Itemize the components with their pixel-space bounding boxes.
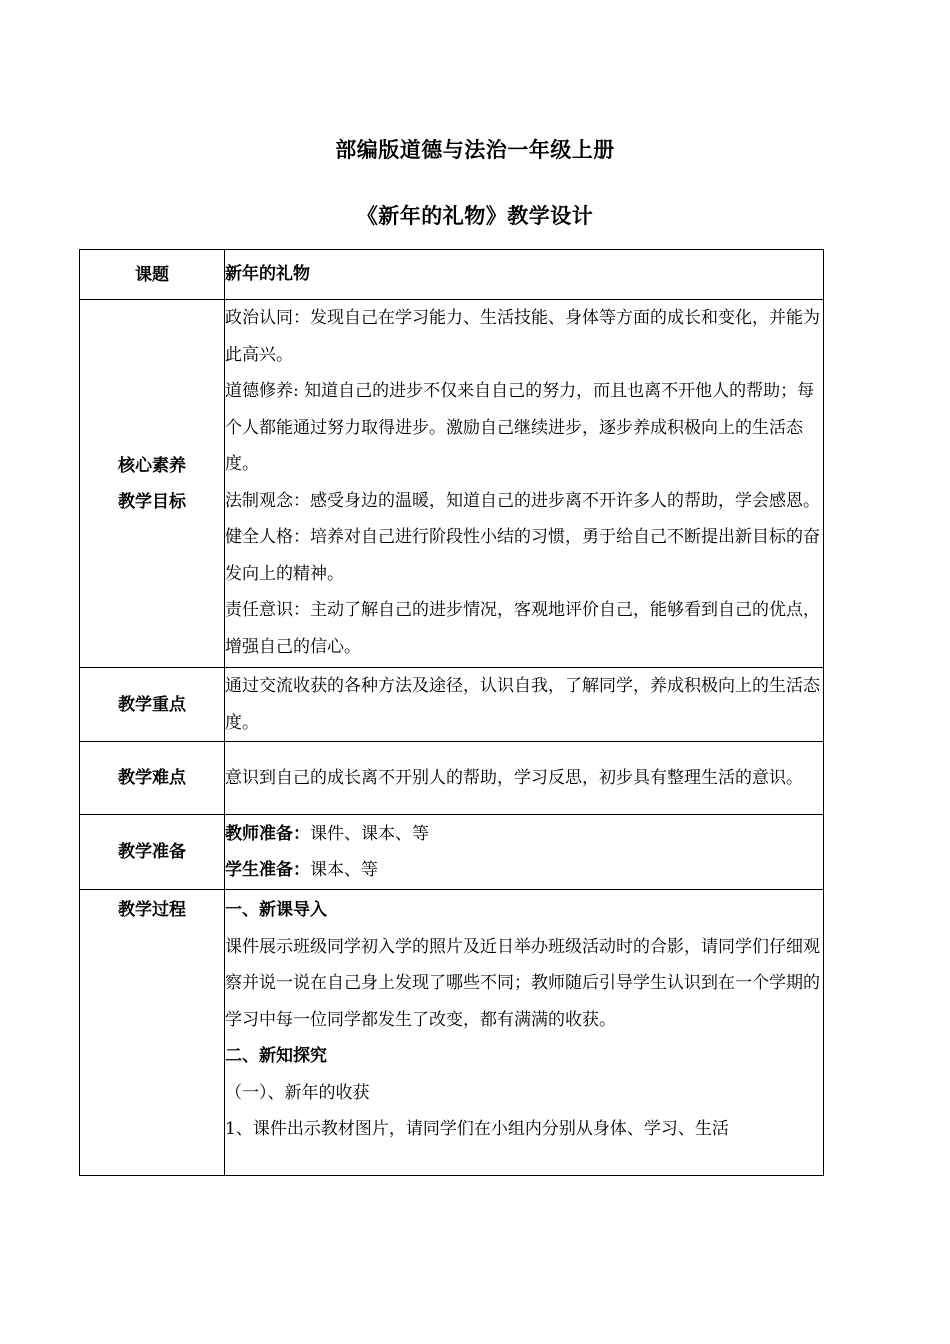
teacher-preparation-label: 教师准备： (225, 823, 310, 844)
topic-value: 新年的礼物 (225, 250, 824, 300)
student-preparation-label: 学生准备： (225, 860, 310, 880)
table-row-difficulties (80, 742, 824, 815)
core-goals-label-line1: 核心素养 (118, 455, 186, 476)
preparation-content (225, 815, 824, 890)
table-row-core-goals (80, 300, 824, 668)
core-goals-label (80, 300, 225, 668)
goal-moral: 道德修养: 知道自己的进步不仅来自自己的努力，而且也离不开他人的帮助；每个人都能通过努力取得进步。激励自己继续进步，逐步养成积极向上的生活态度。 (225, 381, 815, 474)
student-preparation (225, 852, 823, 889)
lesson-title: 《新年的礼物》教学设计 (356, 203, 594, 228)
document-title: 部编版道德与法治一年级上册 (335, 137, 615, 162)
key-points-label: 教学重点 (80, 668, 225, 742)
topic-label: 课题 (80, 250, 225, 300)
goal-responsibility: 责任意识：主动了解自己的进步情况，客观地评价自己，能够看到自己的优点，增强自己的信心。 (225, 600, 820, 657)
difficulties-text: 意识到自己的成长离不开别人的帮助，学习反思，初步具有整理生活的意识。 (225, 742, 824, 815)
goal-political: 政治认同：发现自己在学习能力、生活技能、身体等方面的成长和变化，并能为此高兴。 (225, 308, 820, 365)
core-goals-content (225, 300, 824, 668)
core-goals-label-line2: 教学目标 (118, 491, 186, 512)
table-row-process (80, 890, 824, 1176)
goal-law: 法制观念：感受身边的温暖，知道自己的进步离不开许多人的帮助，学会感恩。 (225, 490, 820, 511)
process-content (225, 890, 824, 1176)
section2-item1: 1、课件出示教材图片，请同学们在小组内分别从身体、学习、生活 (225, 1119, 729, 1139)
table-row-topic (80, 250, 824, 300)
teacher-preparation (225, 816, 823, 853)
lesson-plan-table (79, 249, 824, 1176)
teacher-preparation-text: 课件、课本、等 (310, 823, 429, 844)
table-row-key-points (80, 668, 824, 742)
section2-subtitle: （一）、新年的收获 (225, 1082, 370, 1103)
preparation-label: 教学准备 (80, 815, 225, 890)
section1-text: 课件展示班级同学初入学的照片及近日举办班级活动时的合影，请同学们仔细观察并说一说在自己身上发现了哪些不同；教师随后引导学生认识到在一个学期的学习中每一位同学都发生了改变，都有满满的收获。 (225, 936, 820, 1030)
process-label: 教学过程 (80, 890, 225, 1176)
goal-personality: 健全人格：培养对自己进行阶段性小结的习惯，勇于给自己不断提出新目标的奋发向上的精神。 (225, 527, 820, 584)
difficulties-label: 教学难点 (80, 742, 225, 815)
section2-title: 二、新知探究 (225, 1046, 327, 1066)
student-preparation-text: 课本、等 (310, 860, 378, 880)
section1-title: 一、新课导入 (225, 900, 327, 920)
key-points-text: 通过交流收获的各种方法及途径，认识自我，了解同学，养成积极向上的生活态度。 (225, 668, 824, 742)
table-row-preparation (80, 815, 824, 890)
